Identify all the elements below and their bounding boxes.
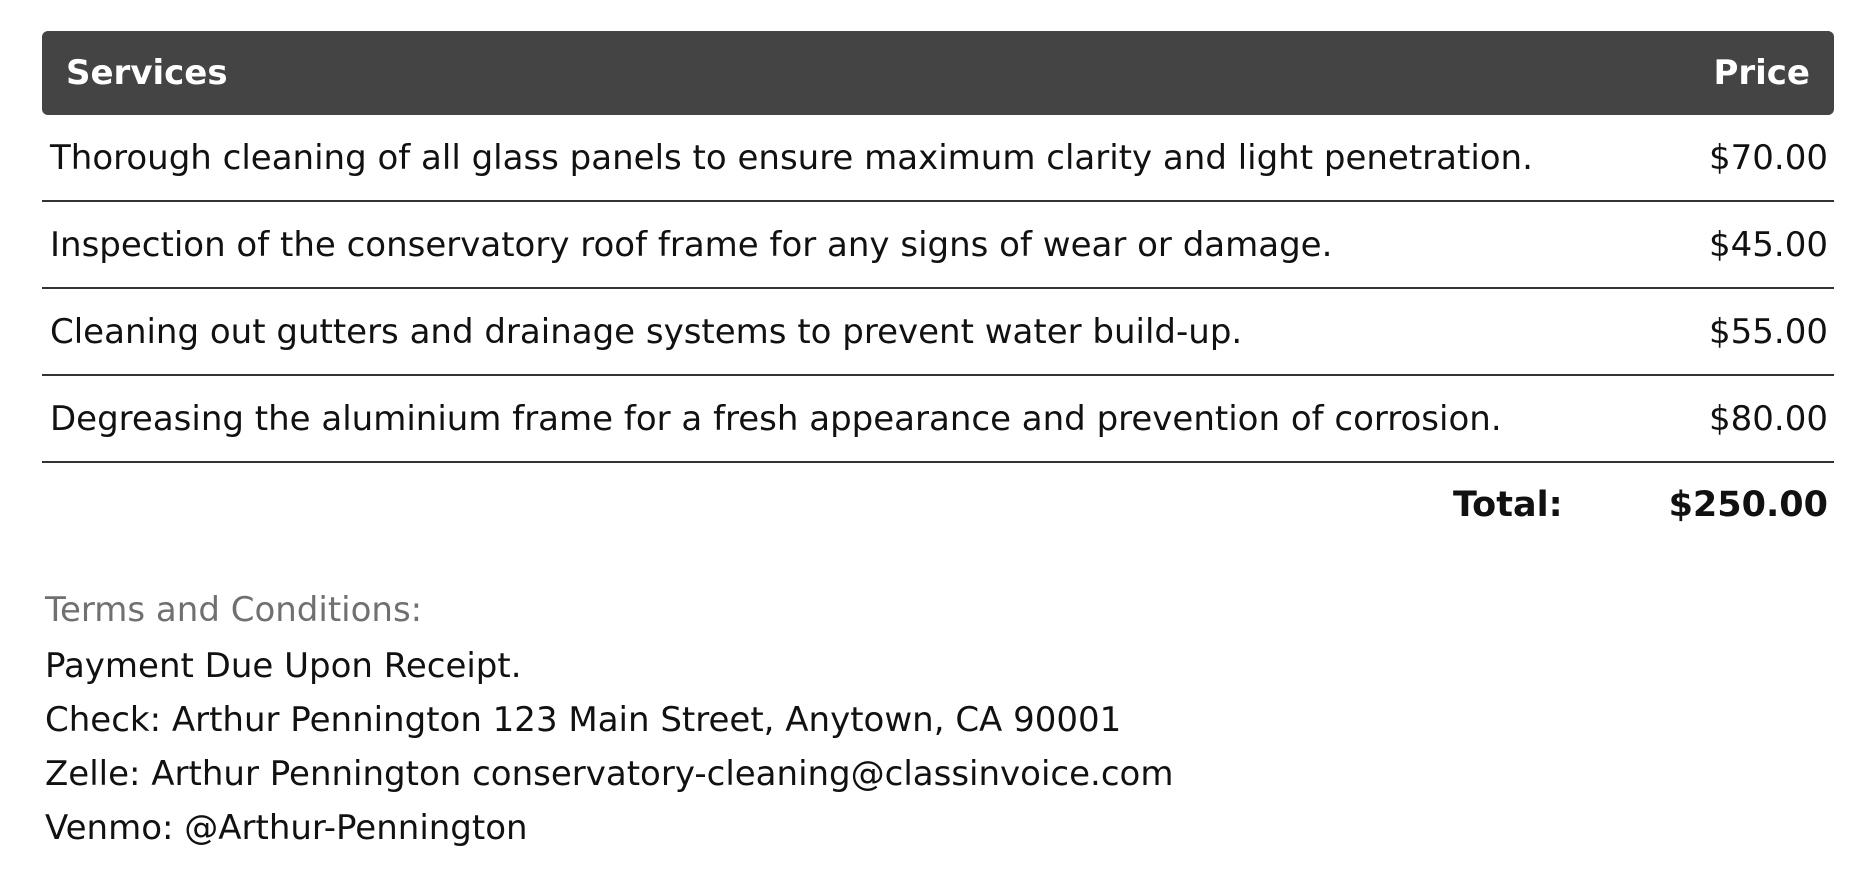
total-label: Total: [1452, 485, 1563, 525]
services-column-header: Services [66, 53, 228, 93]
service-description: Thorough cleaning of all glass panels to ensure maximum clarity and light penetration. [50, 137, 1533, 178]
service-description: Degreasing the aluminium frame for a fresh appearance and prevention of corrosion. [50, 398, 1502, 439]
total-row [42, 463, 1834, 547]
price-column-header: Price [1713, 53, 1810, 93]
service-price: $45.00 [1709, 224, 1828, 265]
service-description: Cleaning out gutters and drainage systems to prevent water build-up. [50, 311, 1243, 352]
invoice-services-table [42, 31, 1834, 547]
table-row [42, 115, 1834, 202]
table-row [42, 289, 1834, 376]
service-price: $80.00 [1709, 398, 1828, 439]
total-value: $250.00 [1668, 485, 1828, 525]
table-header [42, 31, 1834, 115]
venmo-payment-line: Venmo: @Arthur-Pennington [45, 808, 528, 848]
service-price: $70.00 [1709, 137, 1828, 178]
table-row [42, 376, 1834, 463]
check-payment-line: Check: Arthur Pennington 123 Main Street, Anytown, CA 90001 [45, 700, 1122, 740]
service-description: Inspection of the conservatory roof frame for any signs of wear or damage. [50, 224, 1333, 265]
terms-title: Terms and Conditions: [45, 590, 423, 630]
payment-due-line: Payment Due Upon Receipt. [45, 646, 522, 686]
service-price: $55.00 [1709, 311, 1828, 352]
table-row [42, 202, 1834, 289]
terms-and-conditions [45, 583, 1173, 855]
zelle-payment-line: Zelle: Arthur Pennington conservatory-cleaning@classinvoice.com [45, 754, 1174, 794]
